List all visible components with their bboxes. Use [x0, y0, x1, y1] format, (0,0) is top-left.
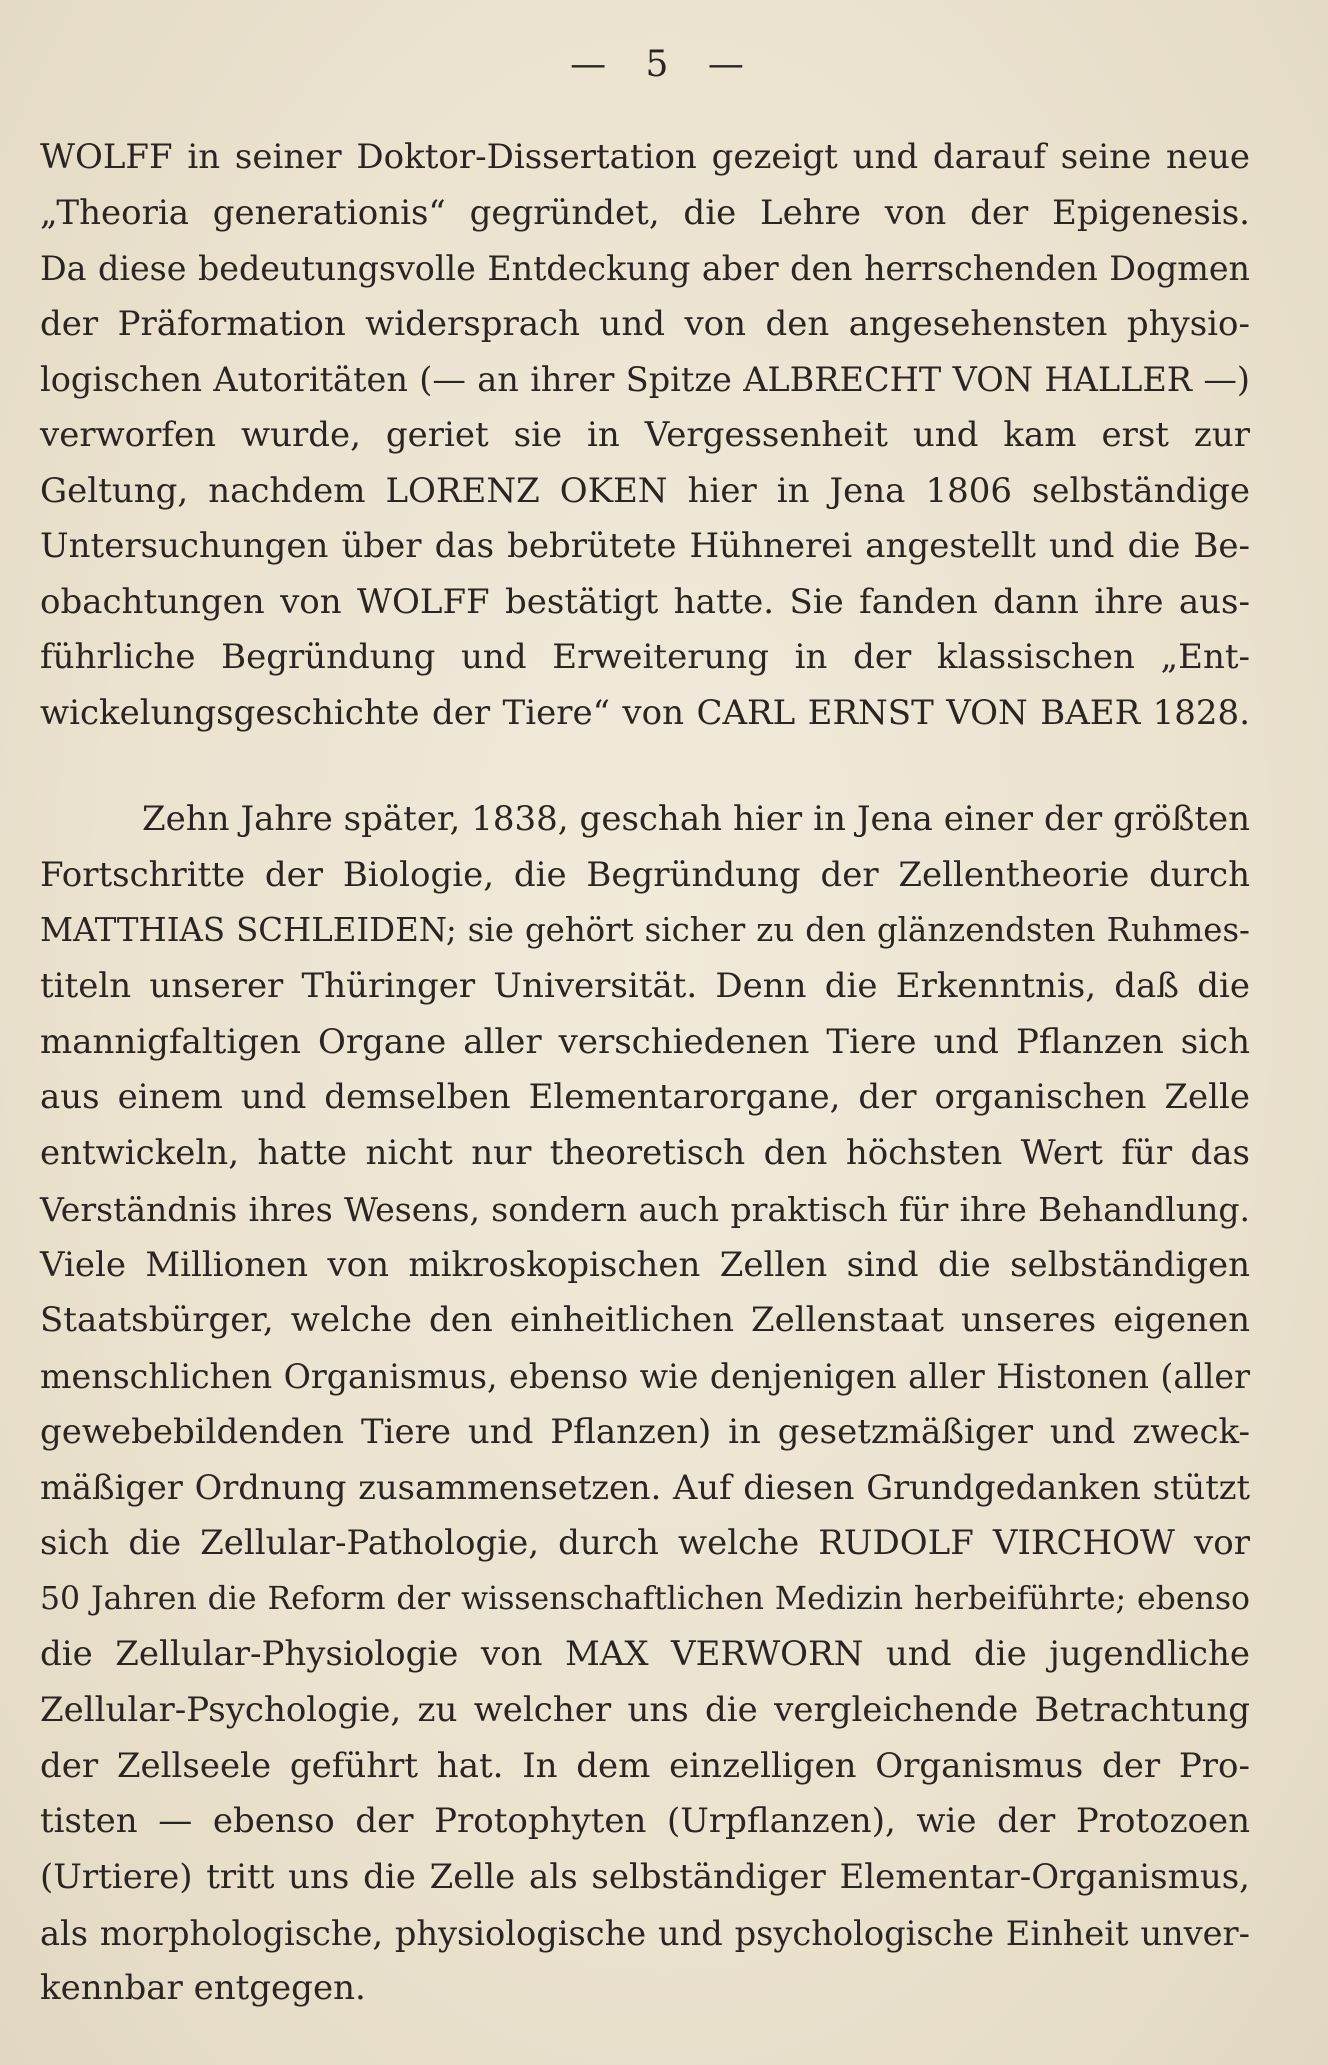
text-line: mannigfaltigen Organe aller verschiedenen Tiere und Pflanzen sich [40, 1021, 1250, 1062]
page-number: — 5 — [570, 44, 758, 85]
text-line: Staatsbürger, welche den einheitlichen Zellenstaat unseres eigenen [40, 1300, 1250, 1341]
text-line: menschlichen Organismus, ebenso wie denjenigen aller Histonen (aller [40, 1356, 1250, 1396]
text-line: der Präformation widersprach und von den angesehensten physio- [40, 303, 1250, 344]
text-line: obachtungen von WOLFF bestätigt hatte. Sie fanden dann ihre aus- [40, 581, 1250, 622]
text-line: „Theoria generationis“ gegründet, die Lehre von der Epigenesis. [40, 192, 1250, 233]
text-line: wickelungsgeschichte der Tiere“ von CARL ERNST VON BAER 1828. [40, 692, 1250, 733]
text-line: logischen Autoritäten (— an ihrer Spitze ALBRECHT VON HALLER —) [40, 360, 1250, 400]
text-line: titeln unserer Thüringer Universität. Denn die Erkenntnis, daß die [40, 966, 1250, 1007]
text-line: tisten — ebenso der Protophyten (Urpflanzen), wie der Protozoen [40, 1801, 1250, 1842]
text-line: Geltung, nachdem LORENZ OKEN hier in Jena 1806 selbständige [40, 470, 1250, 511]
text-line: MATTHIAS SCHLEIDEN; sie gehört sicher zu den glänzendsten Ruhmes- [40, 911, 1250, 950]
text-line: sich die Zellular-Pathologie, durch welche RUDOLF VIRCHOW vor [40, 1522, 1250, 1563]
paragraph-2 [40, 792, 1250, 2017]
text-line: führliche Begründung und Erweiterung in der klassischen „Ent- [40, 637, 1250, 678]
text-line: Verständnis ihres Wesens, sondern auch praktisch für ihre Behandlung. [40, 1189, 1250, 1229]
text-line: mäßiger Ordnung zusammensetzen. Auf diesen Grundgedanken stützt [40, 1468, 1250, 1508]
text-line: WOLFF in seiner Doktor-Dissertation gezeigt und darauf seine neue [40, 137, 1250, 177]
text-line: Untersuchungen über das bebrütete Hühnerei angestellt und die Be- [40, 526, 1250, 567]
text-line: Zehn Jahre später, 1838, geschah hier in Jena einer der größten [142, 799, 1250, 839]
text-line: entwickeln, hatte nicht nur theoretisch den höchsten Wert für das [40, 1133, 1250, 1174]
text-line: aus einem und demselben Elementarorgane, der organischen Zelle [40, 1077, 1250, 1118]
text-line: die Zellular-Physiologie von MAX VERWORN und die jugendliche [40, 1634, 1250, 1675]
paragraph-1 [40, 130, 1250, 742]
text-line: (Urtiere) tritt uns die Zelle als selbständiger Elementar-Organismus, [40, 1857, 1250, 1898]
text-line: verworfen wurde, geriet sie in Vergessenheit und kam erst zur [40, 414, 1250, 455]
text-line: 50 Jahren die Reform der wissenschaftlichen Medizin herbeiführte; ebenso [40, 1580, 1250, 1617]
text-line: Viele Millionen von mikroskopischen Zellen sind die selbständigen [40, 1244, 1250, 1285]
text-line: Zellular-Psychologie, zu welcher uns die vergleichende Betrachtung [40, 1690, 1250, 1730]
text-line: Fortschritte der Biologie, die Begründung der Zellentheorie durch [40, 854, 1250, 895]
text-line: kennbar entgegen. [40, 1968, 366, 2009]
text-line: Da diese bedeutungsvolle Entdeckung aber den herrschenden Dogmen [40, 249, 1250, 289]
text-line: gewebebildenden Tiere und Pflanzen) in gesetzmäßiger und zweck- [40, 1411, 1250, 1452]
text-line: der Zellseele geführt hat. In dem einzelligen Organismus der Pro- [40, 1745, 1250, 1786]
text-line: als morphologische, physiologische und psychologische Einheit unver- [40, 1913, 1250, 1953]
